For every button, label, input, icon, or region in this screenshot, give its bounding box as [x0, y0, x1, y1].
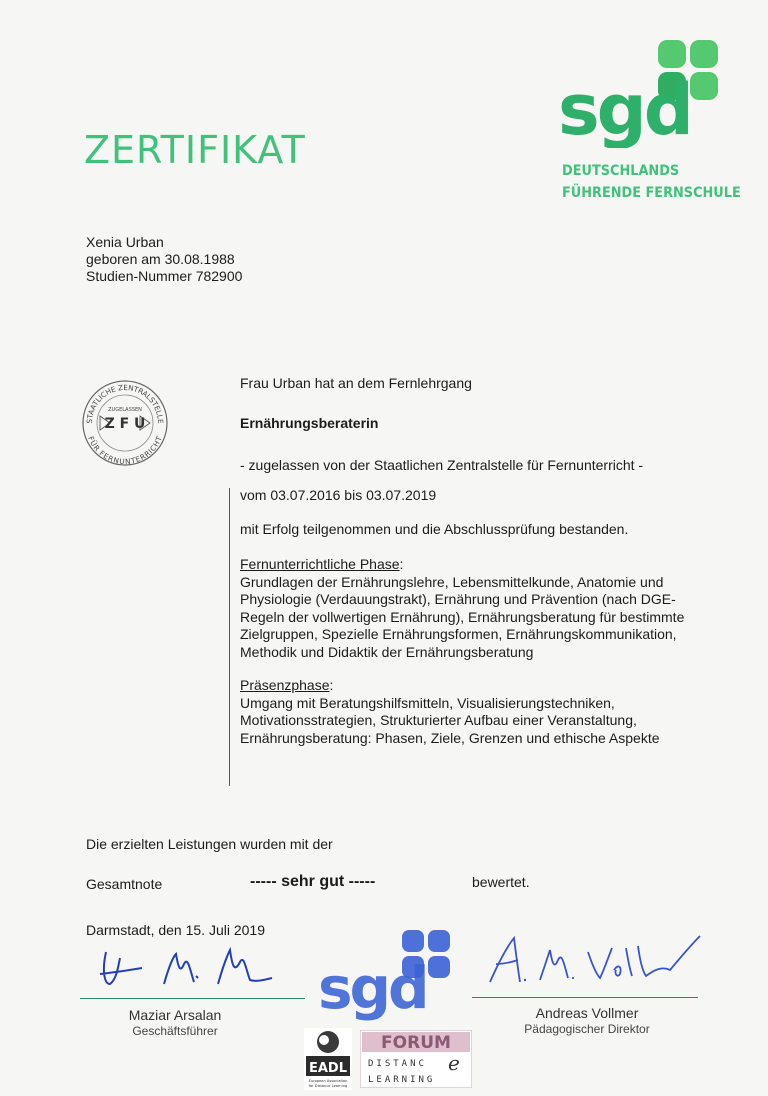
seal-letters: Z F U [104, 416, 146, 432]
svg-text:FÜR FERNUNTERRICHT [86, 435, 164, 467]
eadl-logo [304, 1028, 352, 1090]
phase2-heading: Präsenzphase [240, 677, 330, 693]
grade-suffix: bewertet. [472, 874, 530, 890]
seal-ring-top: STAATLICHE ZENTRALSTELLE [84, 382, 166, 424]
course-period: vom 03.07.2016 bis 03.07.2019 [240, 487, 437, 503]
course-name: Ernährungsberaterin [240, 415, 379, 431]
signature-left [96, 940, 276, 992]
seal-ring-bottom: FÜR FERNUNTERRICHT [86, 435, 164, 467]
forum-distance: DISTANC [368, 1059, 427, 1069]
phase1-line: Grundlagen der Ernährungslehre, Lebensmittelkunde, Anatomie und [240, 573, 664, 590]
signer-right-name: Andreas Vollmer [535, 1005, 639, 1021]
phase2-colon: : [329, 677, 334, 693]
person-info [86, 234, 242, 285]
phase1-heading: Fernunterrichtliche Phase [240, 556, 400, 572]
phase1-line: Physiologie (Verdauungstrakt), Ernährung und Prävention (nach DGE- [240, 591, 676, 607]
course-result: mit Erfolg teilgenommen und die Abschlussprüfung bestanden. [240, 521, 629, 537]
forum-learning: LEARNING [368, 1075, 436, 1085]
forum-e: e [448, 1051, 460, 1075]
signer-right-role: Pädagogischer Direktor [524, 1022, 650, 1036]
sgd-logo [556, 38, 726, 148]
grade-intro: Die erzielten Leistungen wurden mit der [86, 836, 333, 852]
forum-distance-learning-logo [360, 1030, 472, 1088]
sgd-logo-text: sgd [558, 69, 691, 148]
tagline-line-2: FÜHRENDE FERNSCHULE [562, 185, 741, 201]
grade-value: ----- sehr gut ----- [250, 873, 376, 890]
eadl-subtitle-1: European Association [308, 1079, 348, 1083]
signature-line-left [80, 998, 305, 999]
zfu-seal [80, 378, 170, 468]
certificate-title: ZERTIFIKAT [84, 128, 306, 172]
sgd-stamp [316, 928, 456, 1024]
signer-left-role: Geschäftsführer [132, 1024, 218, 1038]
phase1-line: Regeln der vollwertigen Ernährung), Ernährungsberatung für bestimmte [240, 608, 685, 625]
signature-line-right [472, 997, 698, 998]
eadl-subtitle-2: for Distance Learning [308, 1084, 348, 1088]
person-name: Xenia Urban [86, 234, 164, 250]
course-intro: Frau Urban hat an dem Fernlehrgang [240, 375, 472, 391]
place-date: Darmstadt, den 15. Juli 2019 [86, 922, 265, 938]
phase2-line: Motivationsstrategien, Strukturierter Aufbau einer Veranstaltung, [240, 712, 637, 728]
forum-word: FORUM [381, 1033, 451, 1053]
student-number: Studien-Nummer 782900 [86, 268, 243, 284]
phase2-line: Ernährungsberatung: Phasen, Ziele, Grenzen und ethische Aspekte [240, 729, 660, 746]
vertical-rule [229, 488, 230, 786]
tagline-line-1: DEUTSCHLANDS [562, 163, 680, 179]
phase1-line: Methodik und Didaktik der Ernährungsberatung [240, 643, 534, 660]
phase1-block [240, 556, 684, 661]
logo-tagline [562, 160, 741, 204]
signature-right [484, 930, 704, 990]
signer-left-name: Maziar Arsalan [128, 1007, 222, 1023]
person-birth: geboren am 30.08.1988 [86, 251, 235, 267]
eadl-text: EADL [308, 1061, 348, 1076]
grade-label: Gesamtnote [86, 876, 163, 892]
seal-small-text: ZUGELASSEN [108, 407, 142, 413]
stamp-text: sgd [318, 954, 427, 1022]
phase1-colon: : [399, 556, 404, 572]
phase2-block [240, 677, 660, 747]
phase2-line: Umgang mit Beratungshilfsmitteln, Visualisierungstechniken, [240, 694, 615, 711]
course-approval: - zugelassen von der Staatlichen Zentralstelle für Fernunterricht - [240, 457, 644, 473]
phase1-line: Zielgruppen, Spezielle Ernährungsformen, Ernährungskommunikation, [240, 626, 677, 642]
